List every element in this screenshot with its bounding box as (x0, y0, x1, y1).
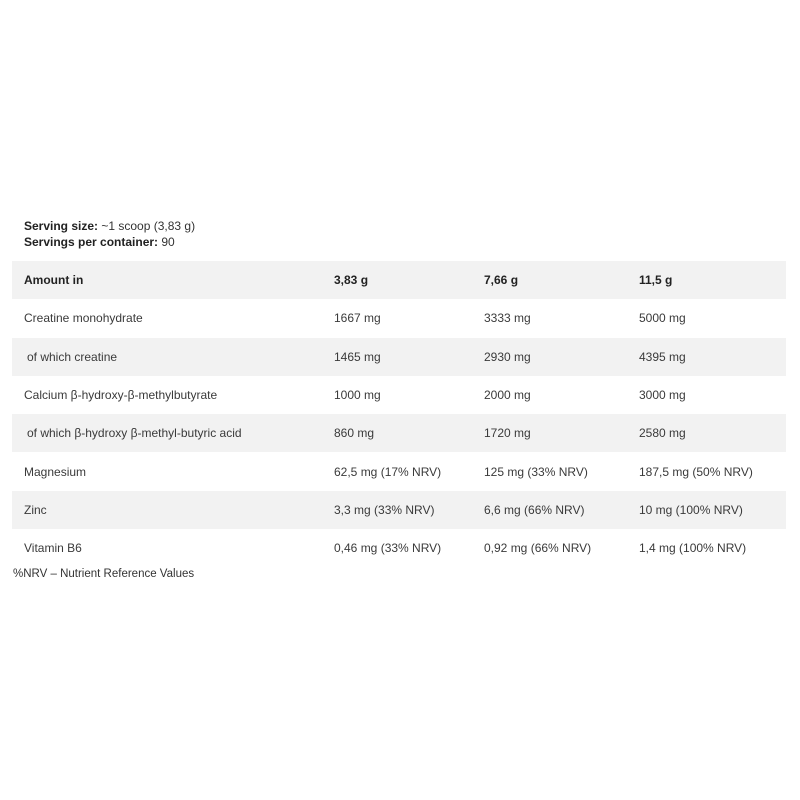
amount-dose-3: 2580 mg (639, 426, 686, 441)
amount-dose-3: 5000 mg (639, 311, 686, 326)
header-dose-1: 3,83 g (334, 273, 369, 288)
ingredient-name: of which creatine (27, 349, 118, 364)
amount-dose-3: 4395 mg (639, 349, 686, 364)
servings-per-container-line (24, 234, 195, 250)
amount-dose-2: 1720 mg (484, 426, 531, 441)
amount-dose-1: 1000 mg (334, 388, 381, 403)
table-header-row (12, 261, 786, 299)
header-dose-3: 11,5 g (639, 273, 673, 288)
serving-size-label: Serving size: (24, 219, 99, 233)
header-dose-2: 7,66 g (484, 273, 519, 288)
amount-dose-1: 3,3 mg (33% NRV) (334, 502, 435, 517)
table-row (12, 376, 786, 414)
amount-dose-2: 6,6 mg (66% NRV) (484, 502, 585, 517)
amount-dose-2: 125 mg (33% NRV) (484, 464, 588, 479)
ingredient-name: Zinc (24, 502, 47, 517)
amount-dose-1: 62,5 mg (17% NRV) (334, 464, 442, 479)
table-row (12, 338, 786, 376)
ingredient-name: Magnesium (24, 464, 87, 479)
amount-dose-3: 187,5 mg (50% NRV) (639, 464, 753, 479)
serving-size-value: ~1 scoop (3,83 g) (98, 219, 196, 233)
amount-dose-2: 2930 mg (484, 349, 531, 364)
ingredient-name: Creatine monohydrate (24, 311, 143, 326)
nrv-footnote: %NRV – Nutrient Reference Values (13, 568, 195, 580)
table-row (12, 452, 786, 490)
table-row (12, 529, 786, 567)
amount-dose-1: 1667 mg (334, 311, 381, 326)
amount-dose-2: 3333 mg (484, 311, 531, 326)
table-row (12, 414, 786, 452)
serving-size-line (24, 218, 195, 234)
ingredient-name: of which β-hydroxy β-methyl-butyric acid (27, 426, 242, 441)
ingredient-name: Calcium β-hydroxy-β-methylbutyrate (24, 388, 218, 403)
servings-per-container-value: 90 (158, 235, 175, 249)
amount-dose-3: 10 mg (100% NRV) (639, 502, 743, 517)
header-amount-in: Amount in (24, 273, 84, 288)
amount-dose-2: 2000 mg (484, 388, 531, 403)
serving-info (24, 218, 195, 250)
amount-dose-3: 3000 mg (639, 388, 686, 403)
table-row (12, 491, 786, 529)
amount-dose-1: 0,46 mg (33% NRV) (334, 541, 442, 556)
nutrition-table (12, 261, 786, 567)
ingredient-name: Vitamin B6 (24, 541, 82, 556)
table-row (12, 299, 786, 337)
servings-per-container-label: Servings per container: (24, 235, 159, 249)
amount-dose-1: 1465 mg (334, 349, 381, 364)
amount-dose-2: 0,92 mg (66% NRV) (484, 541, 592, 556)
amount-dose-1: 860 mg (334, 426, 375, 441)
amount-dose-3: 1,4 mg (100% NRV) (639, 541, 747, 556)
